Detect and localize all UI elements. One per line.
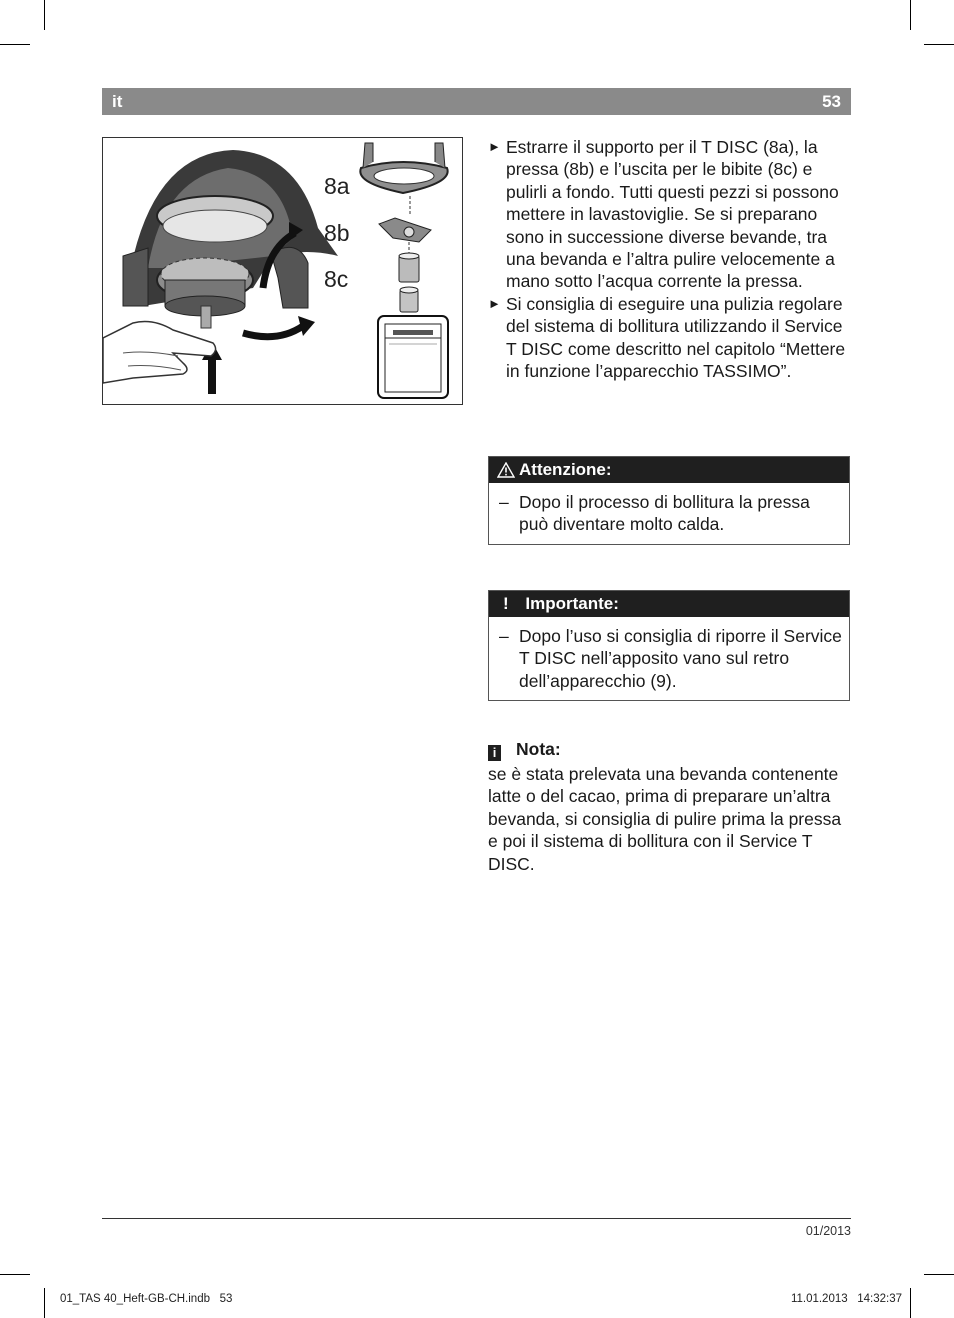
crop-mark xyxy=(44,0,45,30)
important-box xyxy=(488,590,850,701)
note-text: se è stata prelevata una bevanda contenente latte o del cacao, prima di preparare un’altra bevanda, si consiglia di pulire prima la pressa e poi il sistema di bollitura con il Service T DISC. xyxy=(488,764,842,874)
crop-mark xyxy=(910,0,911,30)
important-text: Dopo l’uso si consiglia di riporre il Service T DISC nell’apposito vano sul retro dell’apparecchio (9). xyxy=(519,626,842,691)
instruction-text: Si consiglia di eseguire una pulizia regolare del sistema di bollitura utilizzando il Service T DISC come descritto nel capitolo “Mettere in funzione l’apparecchio TASSIMO”. xyxy=(506,293,846,382)
dash-bullet: – xyxy=(499,626,509,646)
exclamation-icon: ! xyxy=(503,594,509,613)
label-8c: 8c xyxy=(324,266,349,292)
warning-content xyxy=(489,483,849,544)
print-slug-right: 11.01.2013 14:32:37 xyxy=(790,1293,902,1305)
note-title: Nota: xyxy=(516,739,561,759)
footer-date: 01/2013 xyxy=(805,1224,851,1238)
warning-header xyxy=(489,457,849,483)
language-code: it xyxy=(112,92,123,111)
arrow-bullet-icon: ► xyxy=(488,139,501,154)
crop-mark xyxy=(44,1288,45,1318)
crop-mark xyxy=(0,1274,30,1275)
machine-parts-drawing xyxy=(103,138,463,405)
important-header xyxy=(489,591,849,617)
crop-mark xyxy=(924,1274,954,1275)
note-header xyxy=(488,739,561,761)
instruction-list xyxy=(488,136,851,382)
crop-mark xyxy=(924,44,954,45)
arrow-bullet-icon: ► xyxy=(488,295,501,311)
page-number: 53 xyxy=(822,92,841,111)
crop-mark xyxy=(910,1288,911,1318)
page-header xyxy=(102,88,851,115)
label-8b: 8b xyxy=(324,220,350,246)
warning-title: Attenzione: xyxy=(519,460,612,479)
important-title: Importante: xyxy=(525,594,619,613)
instruction-item xyxy=(488,293,851,383)
print-slug-left: 01_TAS 40_Heft-GB-CH.indb 53 xyxy=(60,1293,233,1305)
info-icon: i xyxy=(488,745,501,761)
footer-divider xyxy=(102,1218,851,1219)
crop-mark xyxy=(0,44,30,45)
label-8a: 8a xyxy=(324,173,350,199)
dash-bullet: – xyxy=(499,492,509,512)
warning-text: Dopo il processo di bollitura la pressa può diventare molto calda. xyxy=(519,492,810,535)
instruction-item xyxy=(488,136,851,293)
instruction-text: Estrarre il supporto per il T DISC (8a), la pressa (8b) e l’uscita per le bibite (8c) e pulirli a fondo. Tutti questi pezzi si possono mettere in lavastoviglie. Se si preparano sono in successione diverse bevande, tra una bevanda e l’altra pulire velocemente a mano sotto l’acqua corrente la pressa. xyxy=(506,137,839,292)
warning-triangle-icon xyxy=(497,462,515,478)
cleaning-illustration xyxy=(102,137,463,405)
important-content xyxy=(489,617,849,700)
warning-box xyxy=(488,456,850,545)
